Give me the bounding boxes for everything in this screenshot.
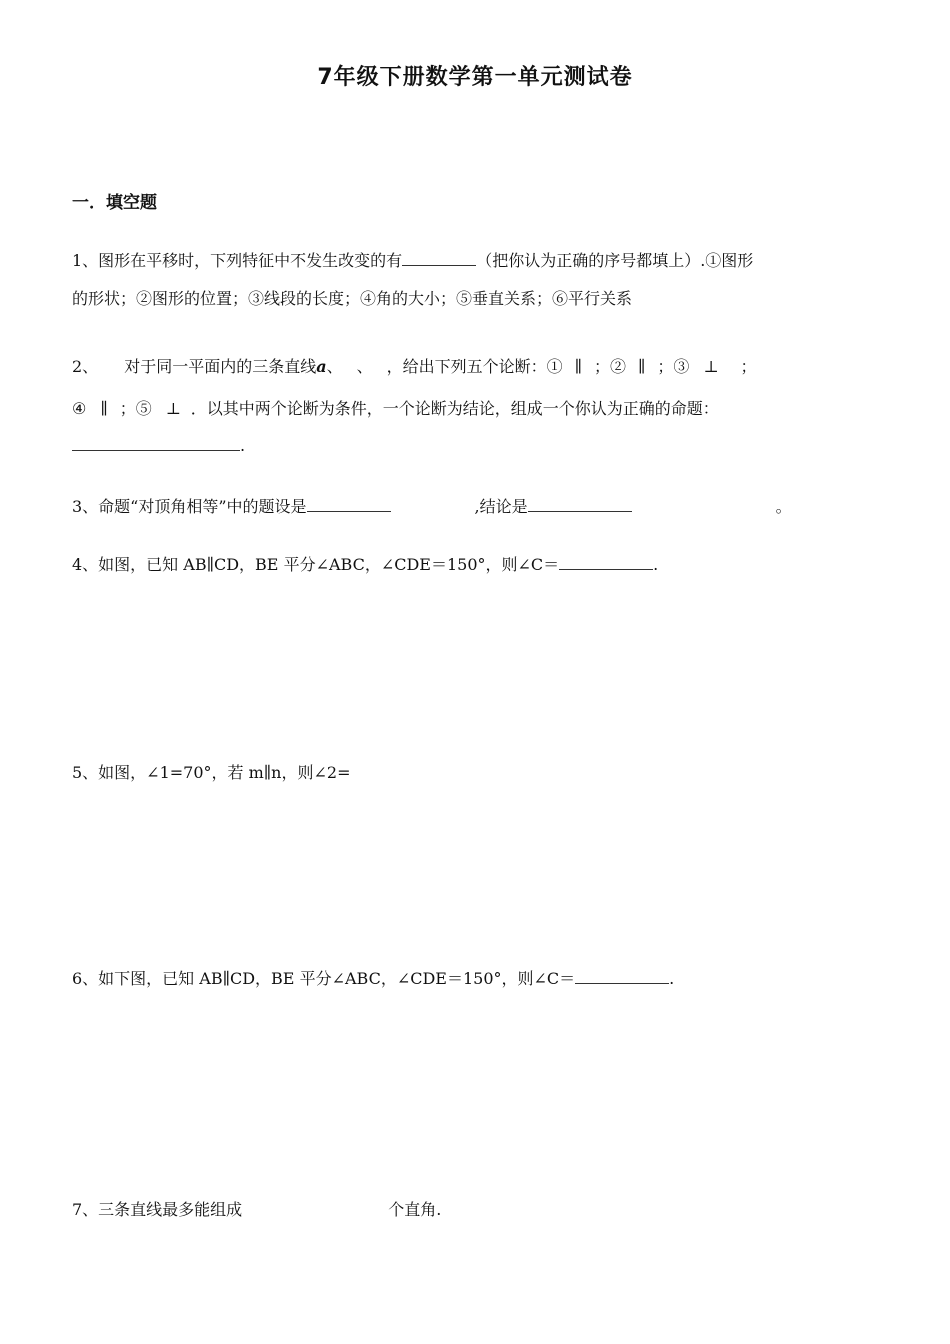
question-2-parallel-3: ∥ [100,399,108,418]
question-2-number: 2、 [72,357,99,376]
question-6-text: 6、如下图，已知 AB∥CD，BE 平分∠ABC，∠CDE＝150°，则∠C＝ [72,969,576,988]
question-2-statement-2: ；② [594,357,627,376]
question-4-line [72,552,658,575]
question-2-perp-1: ⊥ [703,357,719,376]
question-2-sep-1: 、 [326,357,343,376]
question-6-answer-blank[interactable] [575,969,669,984]
question-2-line-2 [72,396,719,419]
question-2-parallel-2: ∥ [638,357,646,376]
question-3-end: 。 [775,497,792,516]
question-2-period: . [240,436,246,455]
question-7-line [72,1197,441,1220]
question-3-hypothesis-blank[interactable] [307,497,391,512]
question-2-answer-blank[interactable] [72,436,240,451]
question-2-sep-2: 、 [356,357,373,376]
question-2-text: 对于同一平面内的三条直线 [124,357,317,376]
page-title: 7年级下册数学第一单元测试卷 [317,65,633,90]
question-1-line-2: 的形状；②图形的位置；③线段的长度；④角的大小；⑤垂直关系；⑥平行关系 [72,289,633,308]
question-3-line [72,494,792,517]
question-2-glyph: a [316,357,327,376]
question-6-line [72,966,674,989]
question-6-period: . [669,969,675,988]
question-2-statements: ，给出下列五个论断：① [386,357,563,376]
question-2-perp-2: ⊥ [165,399,181,418]
question-2-line-3 [72,436,245,455]
question-4-answer-blank[interactable] [559,555,653,570]
question-7-end: 个直角. [388,1200,442,1219]
question-2-semicolon: ； [740,357,757,376]
question-2-line-1 [72,354,878,377]
question-3-conclusion-blank[interactable] [528,497,632,512]
question-1-text: 1、图形在平移时，下列特征中不发生改变的有 [72,251,403,270]
question-2-statement-3: ；③ [657,357,690,376]
question-7-text: 7、三条直线最多能组成 [72,1200,243,1219]
question-3-conclusion-label: ,结论是 [474,497,528,516]
question-2-parallel-1: ∥ [574,357,583,376]
question-2-instruction: ．以其中两个论断为条件，一个论断为结论，组成一个你认为正确的命题： [190,399,719,418]
question-1-answer-blank[interactable] [402,251,476,266]
question-2-statement-4: ④ [72,399,87,418]
question-1-instruction: （把你认为正确的序号都填上）.①图形 [476,251,754,270]
question-4-period: . [653,555,659,574]
question-5-line: 5、如图，∠1=70°，若 m∥n，则∠2= [72,763,351,782]
question-1-line-1 [72,248,753,271]
section-heading: 一．填空题 [72,193,157,213]
question-4-text: 4、如图，已知 AB∥CD，BE 平分∠ABC，∠CDE＝150°，则∠C＝ [72,555,560,574]
question-2-statement-5: ；⑤ [119,399,152,418]
question-3-text: 3、命题“对顶角相等”中的题设是 [72,497,307,516]
